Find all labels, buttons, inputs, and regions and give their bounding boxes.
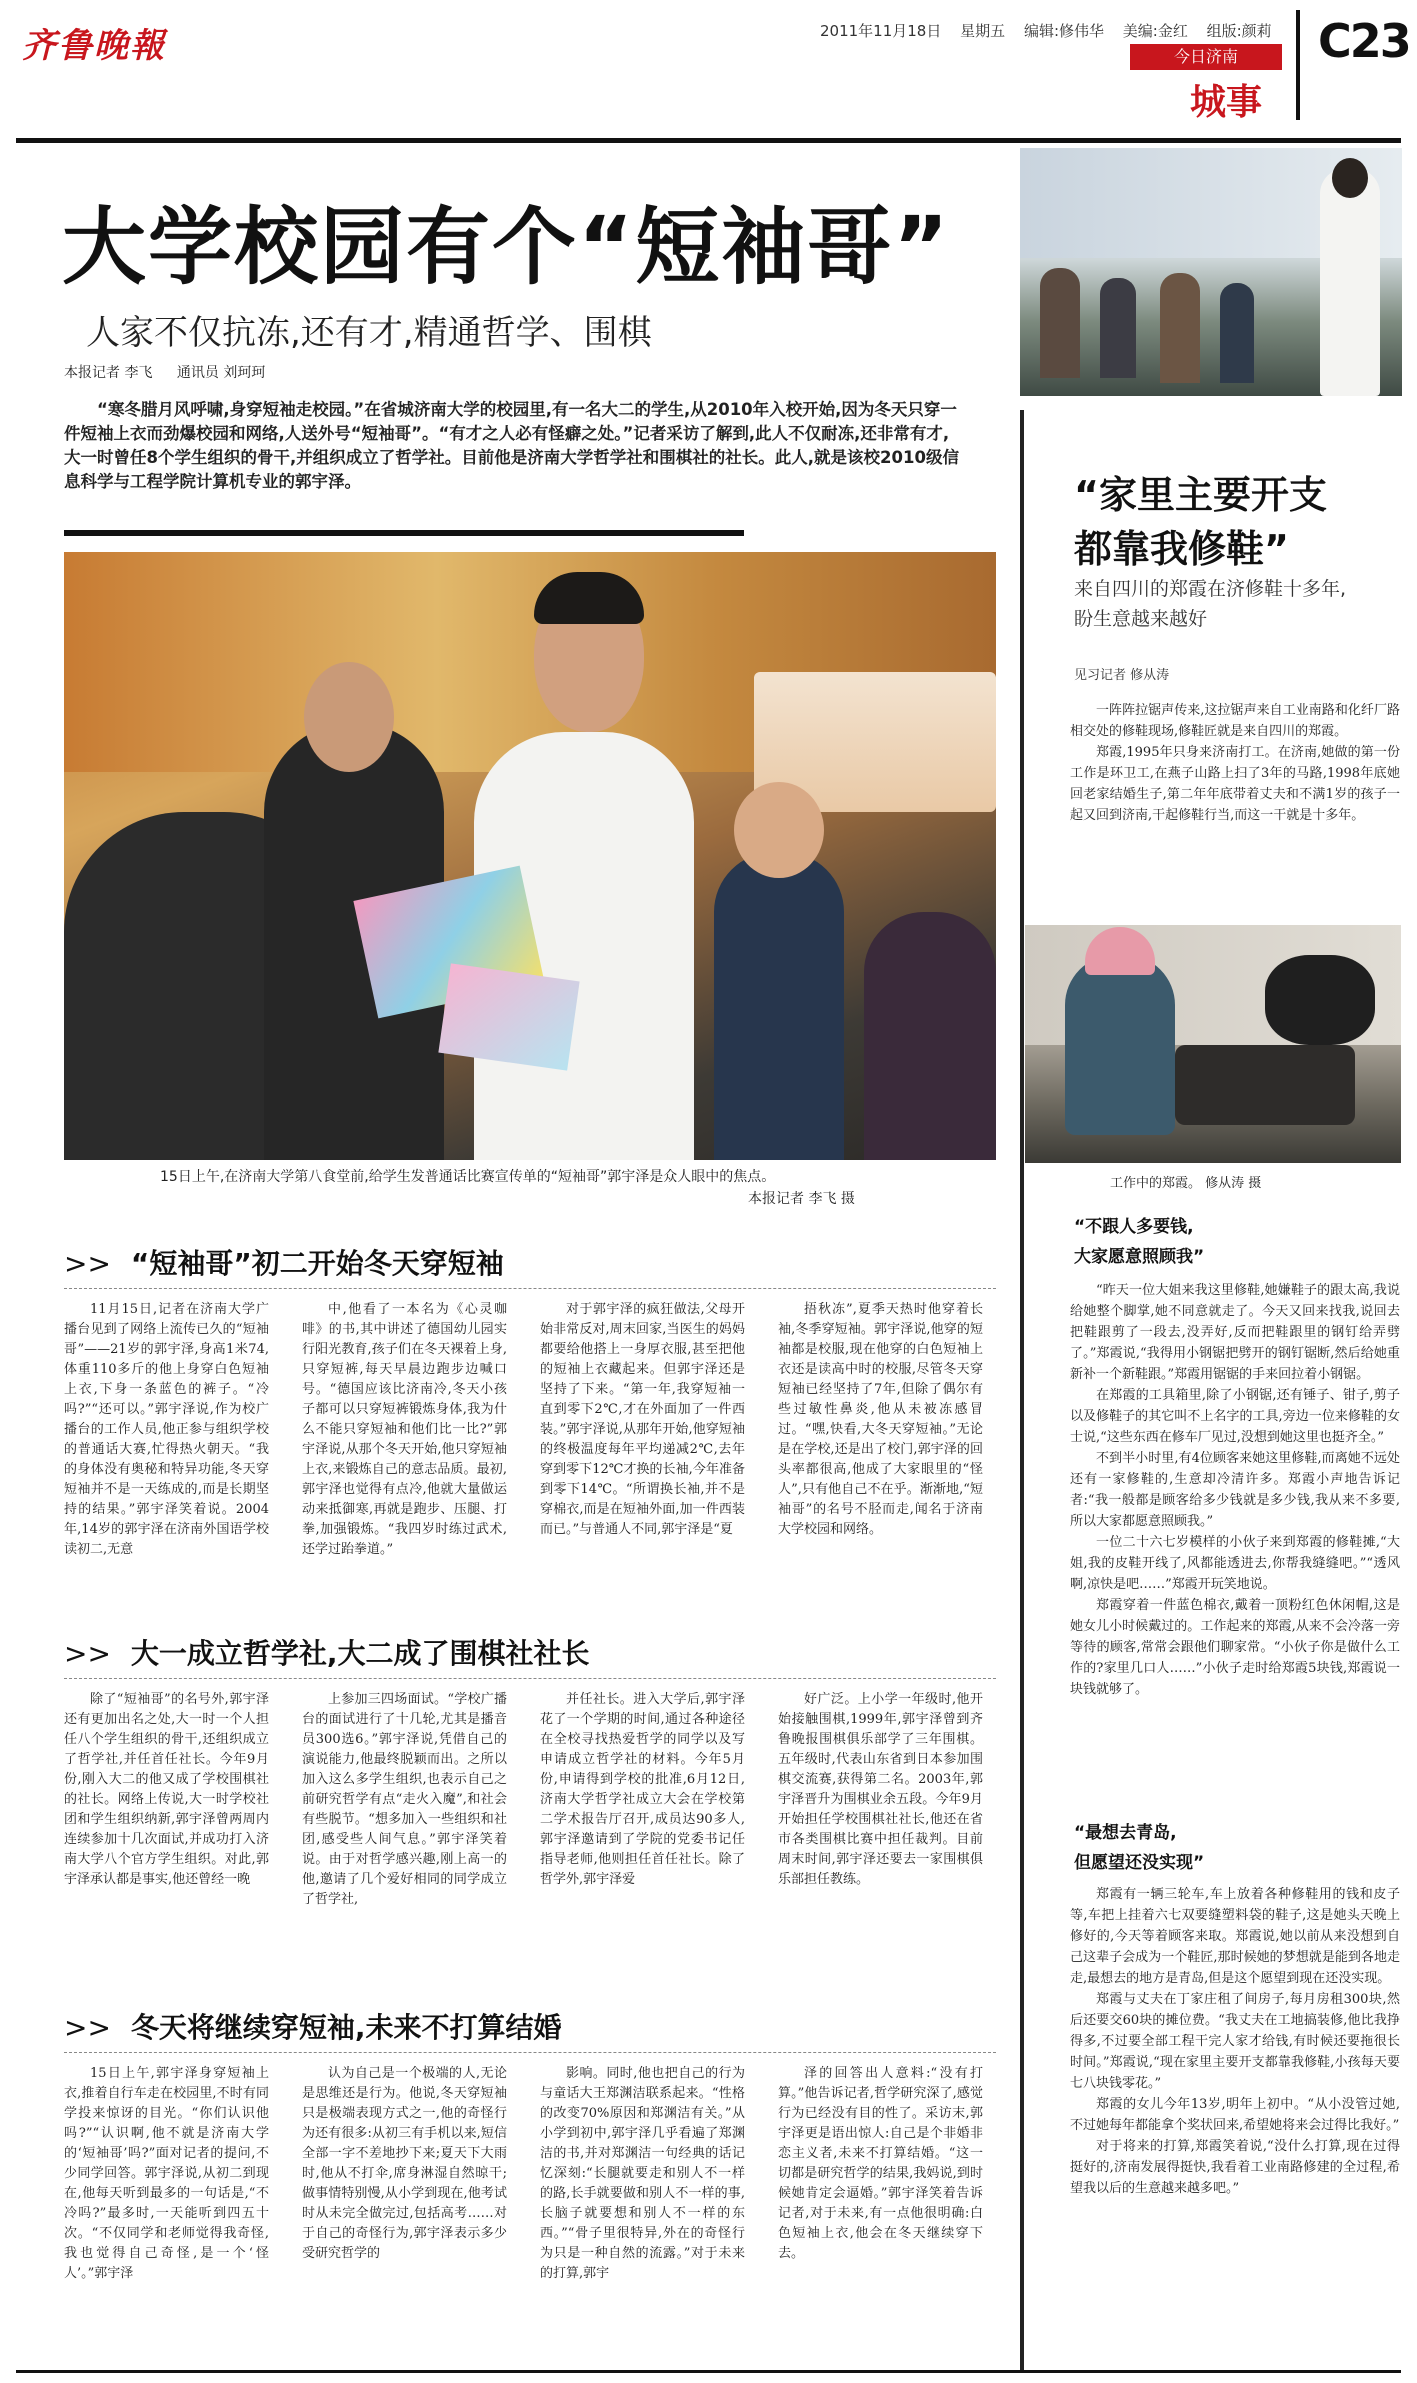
page-number: C23 bbox=[1318, 14, 1410, 68]
short-sleeve-student-photo bbox=[64, 552, 996, 1160]
section-3-column-1: 15日上午,郭宇泽身穿短袖上衣,推着自行车走在校园里,不时有同学投来惊讶的目光。“你们认识他吗?”“认识啊,他不就是济南大学的‘短袖哥’吗?”面对记者的提问,不少同学回答。郭宇泽说,从初二到现在,他每天听到最多的一句话是,“不冷吗?”最多时,一天能听到四五十次。“不仅同学和老师觉得我奇怪,我也觉得自己奇怪,是一个‘怪人’。”郭宇泽 bbox=[64, 2066, 269, 2281]
article-byline bbox=[64, 362, 285, 382]
sidebar-part-1: “昨天一位大姐来我这里修鞋,她嫌鞋子的跟太高,我说给她整个脚掌,她不同意就走了。今天又回来找我,说回去把鞋跟剪了一段去,没弄好,反而把鞋跟里的钢钉给弄劈了。”郑霞说,“我得用小钢锯把劈开的钢钉锯断,然后给她重新补一个新鞋跟。”郑霞用锯锯的手来回拉着小钢锯。 在郑霞的工具箱里,除了小钢锯,还有锤子、钳子,剪子以及修鞋子的其它叫不上名字的工具,旁边一位来修鞋的女士说,“这些东西在修车厂见过,没想到她这里也挺齐全。” 不到半小时里,有4位顾客来她这里修鞋,而离她不远处还有一家修鞋的,生意却冷清许多。郑霞小声地告诉记者:“我一般都是顾客给多少钱就是多少钱,我从来不多要,所以大家都愿意照顾我。” 一位二十六七岁模样的小伙子来到郑霞的修鞋摊,“大姐,我的皮鞋开线了,风都能透进去,你帮我缝缝吧。”“透风啊,凉快是吧……”郑霞开玩笑地说。 郑霞穿着一件蓝色棉衣,戴着一顶粉红色休闲帽,这是她女儿小时候戴过的。工作起来的郑霞,从来不会冷落一旁等待的顾客,常常会跟他们聊家常。“小伙子你是做什么工作的?家里几口人……”小伙子走时给郑霞5块钱,郑霞说一块钱就够了。 bbox=[1070, 1283, 1400, 1697]
section-1-column-2: 中,他看了一本名为《心灵咖啡》的书,其中讲述了德国幼儿园实行阳光教育,孩子们在冬天裸着上身,只穿短裤,每天早晨边跑步边喊口号。“德国应该比济南冷,冬天小孩子都可以只穿短裤锻炼身体,我为什么不能只穿短袖和他们比一比?”郭宇泽说,从那个冬天开始,他只穿短袖上衣,来锻炼自己的意志品质。最初,郭宇泽也觉得有点冷,他就大量做运动来抵御寒,再就是跑步、压腿、打拳,加强锻炼。“我四岁时练过武术,还学过跆拳道。” bbox=[302, 1302, 507, 1557]
sidebar-subhead-2: “最想去青岛, 但愿望还没实现” bbox=[1074, 1823, 1205, 1873]
byline-correspondent: 通讯员 刘珂珂 bbox=[176, 365, 266, 381]
section-heading-1: >> “短袖哥”初二开始冬天穿短袖 bbox=[64, 1247, 504, 1280]
article-headline: 大学校园有个“短袖哥” bbox=[62, 198, 951, 296]
section-1-column-4: 捂秋冻”,夏季天热时他穿着长袖,冬季穿短袖。郭宇泽说,他穿的短袖都是校服,现在他穿的白色短袖上衣还是读高中时的校服,尽管冬天穿短袖已经坚持了7年,但除了偶尔有些过敏性鼻炎,他从未被冻感冒过。“嘿,快看,大冬天穿短袖。”无论是在学校,还是出了校门,郭宇泽的回头率都很高,他成了大家眼里的“怪人”,只有他自己不在乎。渐渐地,“短袖哥”的名号不胫而走,闻名于济南大学校园和网络。 bbox=[778, 1302, 983, 1537]
section-1-column-3: 对于郭宇泽的疯狂做法,父母开始非常反对,周末回家,当医生的妈妈都要给他搭上一身厚衣服,甚至把他的短袖上衣藏起来。但郭宇泽还是坚持了下来。“第一年,我穿短袖一直到零下2℃,才在外面加了一件西装。”郭宇泽说,从那年开始,他穿短袖的终极温度每年平均递减2℃,去年穿到零下12℃才换的长袖,今年准备到零下14℃。“所谓换长袖,并不是穿棉衣,而是在短袖外面,加一件西装而已。”与普通人不同,郭宇泽是“夏 bbox=[540, 1302, 745, 1537]
sidebar-headline: “家里主要开支 都靠我修鞋” bbox=[1074, 473, 1327, 571]
page-number-divider bbox=[1296, 10, 1300, 120]
article-lede: “寒冬腊月风呼啸,身穿短袖走校园。”在省城济南大学的校园里,有一名大二的学生,从2010年入校开始,因为冬天只穿一件短袖上衣而劲爆校园和网络,人送外号“短袖哥”。“有才之人必有怪癖之处。”记者采访了解到,此人不仅耐冻,还非常有才,大一时曾任8个学生组织的骨干,并组织成立了哲学社。目前他是济南大学哲学社和围棋社的社长。此人,就是该校2010级信息科学与工程学院计算机专业的郭宇泽。 bbox=[64, 400, 959, 491]
layout-editor-credit: 组版:颜莉 bbox=[1206, 22, 1272, 40]
section-name: 城事 bbox=[1190, 82, 1263, 123]
sidebar-byline: 见习记者 修从涛 bbox=[1074, 668, 1170, 683]
sidebar-subhead: 来自四川的郑霞在济修鞋十多年, 盼生意越来越好 bbox=[1074, 578, 1347, 630]
sidebar-divider bbox=[1020, 410, 1024, 2370]
section-1-column-1: 11月15日,记者在济南大学广播台见到了网络上流传已久的“短袖哥”——21岁的郭宇泽,身高1米74,体重110多斤的他上身穿白色短袖上衣,下身一条蓝色的裤子。“冷吗?”“还可以。”郭宇泽说,作为校广播台的工作人员,他正参与组织学校的普通话大赛,忙得热火朝天。“我的身体没有奥秘和特异功能,冬天穿短袖并不是一天练成的,而是长期坚持的结果。”郭宇泽笑着说。2004年,14岁的郭宇泽在济南外国语学校读初二,无意 bbox=[64, 1302, 269, 1557]
section-heading-2: >> 大一成立哲学社,大二成了围棋社社长 bbox=[64, 1637, 590, 1670]
issue-weekday: 星期五 bbox=[960, 22, 1006, 40]
issue-date: 2011年11月18日 bbox=[820, 22, 942, 40]
section-rule-3 bbox=[64, 2052, 996, 2053]
page-bottom-rule bbox=[16, 2370, 1401, 2373]
cobbler-photo bbox=[1025, 925, 1401, 1163]
main-photo-credit: 本报记者 李飞 摄 bbox=[748, 1191, 855, 1207]
issue-meta bbox=[820, 20, 1286, 41]
section-rule-2 bbox=[64, 1678, 996, 1679]
main-photo-caption: 15日上午,在济南大学第八食堂前,给学生发普通话比赛宣传单的“短袖哥”郭宇泽是众人眼中的焦点。 bbox=[160, 1169, 776, 1185]
byline-reporter: 本报记者 李飞 bbox=[64, 365, 153, 381]
section-rule-1 bbox=[64, 1288, 996, 1289]
section-2-column-2: 上参加三四场面试。“学校广播台的面试进行了十几轮,尤其是播音员300选6。”郭宇泽说,凭借自己的演说能力,他最终脱颖而出。之所以加入这么多学生组织,也表示自己之前研究哲学有点“走火入魔”,和社会有些脱节。“想多加入一些组织和社团,感受些人间气息。”郭宇泽笑着说。由于对哲学感兴趣,刚上高一的他,邀请了几个爱好相同的同学成立了哲学社, bbox=[302, 1692, 507, 1907]
editor-credit: 编辑:修伟华 bbox=[1023, 22, 1104, 40]
section-heading-3: >> 冬天将继续穿短袖,未来不打算结婚 bbox=[64, 2011, 562, 2044]
sidebar-subhead-1: “不跟人多要钱, 大家愿意照顾我” bbox=[1074, 1217, 1205, 1267]
section-2-column-4: 好广泛。上小学一年级时,他开始接触围棋,1999年,郭宇泽曾到齐鲁晚报围棋俱乐部学了三年围棋。五年级时,代表山东省到日本参加围棋交流赛,获得第二名。2003年,郭宇泽晋升为围棋业余五段。今年9月开始担任学校围棋社社长,他还在省市各类围棋比赛中担任裁判。目前周末时间,郭宇泽还要去一家围棋俱乐部担任教练。 bbox=[778, 1692, 983, 1887]
art-editor-credit: 美编:金红 bbox=[1122, 22, 1188, 40]
lede-rule bbox=[64, 530, 744, 536]
section-3-column-2: 认为自己是一个极端的人,无论是思维还是行为。他说,冬天穿短袖只是极端表现方式之一,他的奇怪行为还有很多:从初三有手机以来,短信全部一字不差地抄下来;夏天下大雨时,他从不打伞,席身淋湿自然晾干;做事情特别慢,从小学到现在,他考试时从未完全做完过,包括高考……对于自己的奇怪行为,郭宇泽表示多少受研究哲学的 bbox=[302, 2066, 507, 2261]
campus-crowd-photo bbox=[1020, 148, 1402, 396]
section-3-column-3: 影响。同时,他也把自己的行为与童话大王郑渊洁联系起来。“性格的改变70%原因和郑渊洁有关。”从小学到初中,郭宇泽几乎看遍了郑渊洁的书,并对郑渊洁一句经典的话记忆深刻:“长腿就要走和别人不一样的路,长手就要做和别人不一样的事,长脑子就要想和别人不一样的东西。”“骨子里很特异,外在的奇怪行为只是一种自然的流露。”对于未来的打算,郭宇 bbox=[540, 2066, 745, 2281]
section-3-column-4: 泽的回答出人意料:“没有打算。”他告诉记者,哲学研究深了,感觉行为已经没有目的性了。采访末,郭宇泽更是语出惊人:自己是个非婚非恋主义者,未来不打算结婚。“这一切都是研究哲学的结果,我妈说,到时候她肯定会逼婚。”郭宇泽笑着告诉记者,对于未来,有一点他很明确:白色短袖上衣,他会在冬天继续穿下去。 bbox=[778, 2066, 983, 2261]
cobbler-photo-caption: 工作中的郑霞。 修从涛 摄 bbox=[1110, 1176, 1262, 1191]
section-tag: 今日济南 bbox=[1130, 44, 1282, 70]
article-subhead: 人家不仅抗冻,还有才,精通哲学、围棋 bbox=[86, 313, 652, 353]
masthead-rule bbox=[16, 138, 1401, 143]
sidebar-intro: 一阵阵拉锯声传来,这拉锯声来自工业南路和化纤厂路相交处的修鞋现场,修鞋匠就是来自四川的郑霞。 郑霞,1995年只身来济南打工。在济南,她做的第一份工作是环卫工,在燕子山路上扫了3年的马路,1998年底她回老家结婚生子,第二年年底带着丈夫和不满1岁的孩子一起又回到济南,干起修鞋行当,而这一干就是十多年。 bbox=[1070, 703, 1400, 823]
sidebar-part-2: 郑霞有一辆三轮车,车上放着各种修鞋用的钱和皮子等,车把上挂着六七双要缝塑料袋的鞋子,这是她头天晚上修好的,今天等着顾客来取。郑霞说,她以前从来没想到自己这辈子会成为一个鞋匠,那时候她的梦想就是能到各地走走,最想去的地方是青岛,但是这个愿望到现在还没实现。 郑霞与丈夫在丁家庄租了间房子,每月房租300块,然后还要交60块的摊位费。“我丈夫在工地搞装修,他比我挣得多,不过要全部工程干完人家才给钱,有时候还要拖很长时间。”郑霞说,“现在家里主要开支都靠我修鞋,小孩每天要七八块钱零花。” 郑霞的女儿今年13岁,明年上初中。“从小没管过她,不过她每年都能拿个奖状回来,希望她将来会过得比我好。” 对于将来的打算,郑霞笑着说,“没什么打算,现在过得挺好的,济南发展得挺快,我看着工业南路修建的全过程,希望我以后的生意越来越多吧。” bbox=[1070, 1887, 1400, 2196]
section-2-column-3: 并任社长。进入大学后,郭宇泽花了一个学期的时间,通过各种途径在全校寻找热爱哲学的同学以及写申请成立哲学社的材料。今年5月份,申请得到学校的批准,6月12日,济南大学哲学社成立大会在学校第二学术报告厅召开,成员达90多人,郭宇泽邀请到了学院的党委书记任指导老师,他则担任首任社长。除了哲学外,郭宇泽爱 bbox=[540, 1692, 745, 1887]
section-2-column-1: 除了“短袖哥”的名号外,郭宇泽还有更加出名之处,大一时一个人担任八个学生组织的骨干,还组织成立了哲学社,并任首任社长。今年9月份,刚入大二的他又成了学校围棋社的社长。网络上传说,大一时学校社团和学生组织纳新,郭宇泽曾两周内连续参加十几次面试,并成功打入济南大学八个官方学生组织。对此,郭宇泽承认都是事实,他还曾经一晚 bbox=[64, 1692, 269, 1887]
newspaper-logo: 齐鲁晚報 bbox=[22, 26, 166, 66]
masthead bbox=[0, 0, 1417, 140]
